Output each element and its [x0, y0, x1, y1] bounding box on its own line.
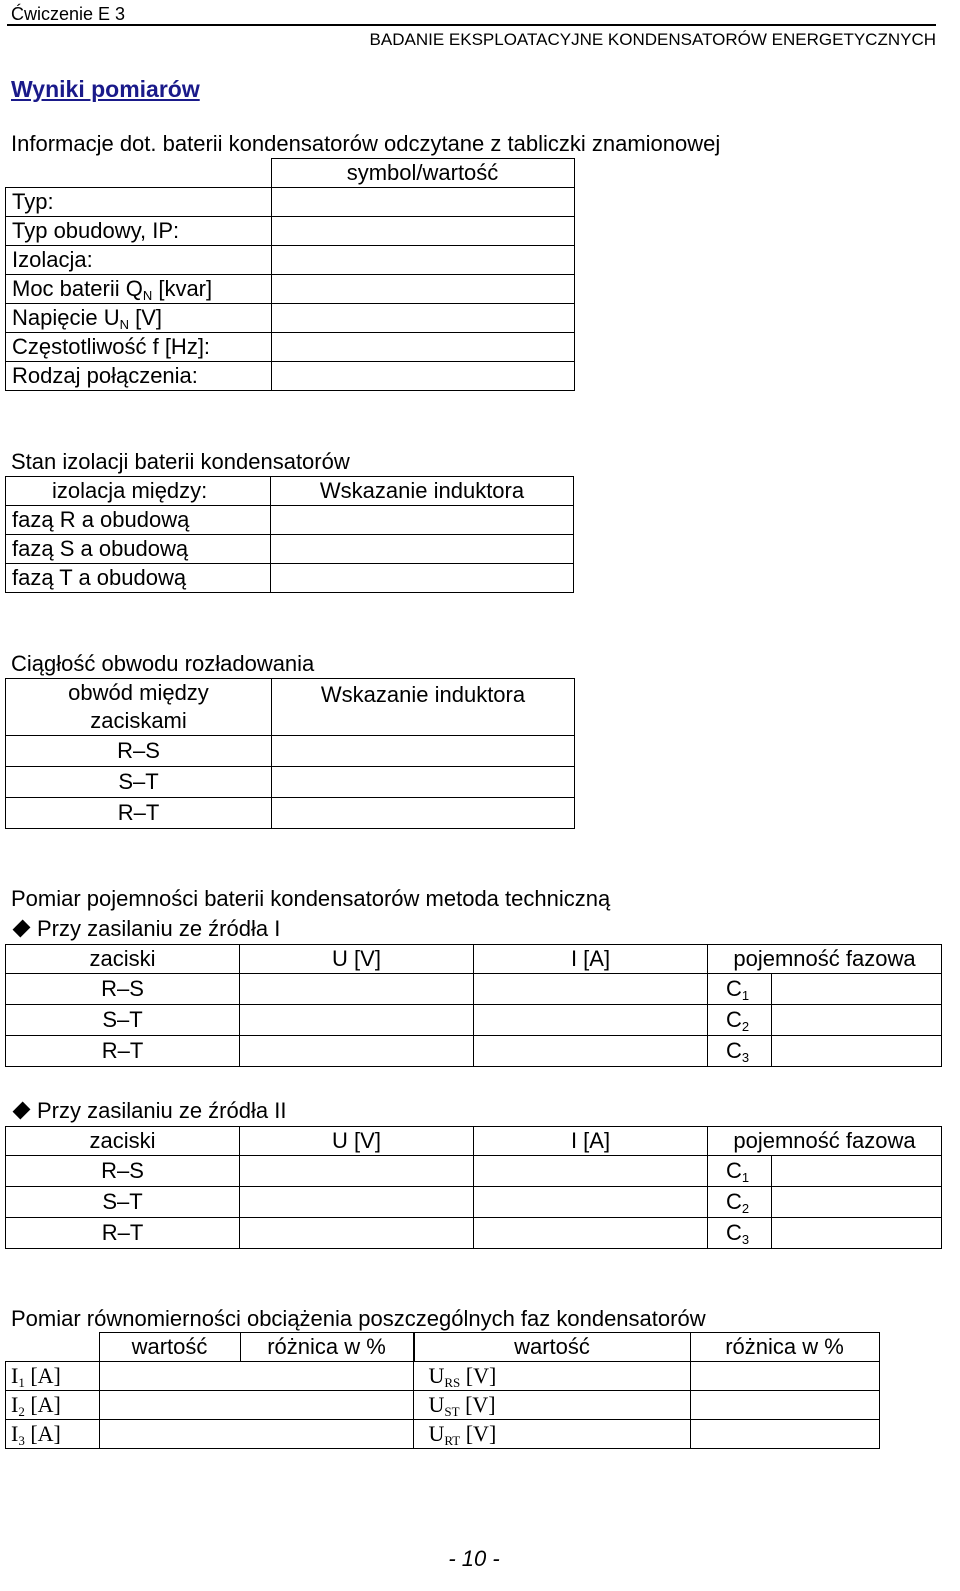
uniformity-title: Pomiar równomierności obciążenia poszczególnych faz kondensatorów [11, 1306, 706, 1331]
voltage-cell[interactable] [240, 1036, 474, 1067]
capacitance-table-source-1 [5, 944, 942, 1067]
terminals-cell: S–T [6, 1187, 240, 1218]
header-left-diff: różnica w % [240, 1333, 413, 1362]
header-right: BADANIE EKSPLOATACYJNE KONDENSATORÓW ENERGETYCZNYCH [369, 30, 936, 49]
current-cell[interactable] [474, 1036, 708, 1067]
cap-value-cell[interactable] [772, 1005, 942, 1036]
nameplate-intro: Informacje dot. baterii kondensatorów odczytane z tabliczki znamionowej [11, 131, 721, 156]
cap-symbol-cell: $C_1$ [708, 974, 772, 1005]
header-current: I [A] [474, 1127, 708, 1156]
nameplate-col-header: symbol/wartość [271, 159, 574, 188]
voltage-cell[interactable] [240, 1156, 474, 1187]
voltage-cell[interactable] [240, 1187, 474, 1218]
insulation-title: Stan izolacji baterii kondensatorów [11, 449, 350, 474]
discharge-value[interactable] [272, 798, 575, 829]
cap-value-cell[interactable] [772, 1187, 942, 1218]
current-cell[interactable] [474, 1156, 708, 1187]
header-right-diff: różnica w % [690, 1333, 879, 1362]
cap-value-cell[interactable] [772, 1036, 942, 1067]
header-capacitance: pojemność fazowa [708, 1127, 942, 1156]
voltage-label: $U_{ST}$ [V] [413, 1391, 690, 1420]
cap-value-cell[interactable] [772, 974, 942, 1005]
terminals-cell: R–T [6, 1218, 240, 1249]
discharge-col1-line2: zaciskami [90, 708, 187, 733]
diamond-bullet-icon [13, 920, 31, 938]
page-number: - 10 - [448, 1546, 500, 1571]
header-left: Ćwiczenie E 3 [11, 4, 126, 24]
cap-value-cell[interactable] [772, 1218, 942, 1249]
current-cell[interactable] [474, 974, 708, 1005]
discharge-title: Ciągłość obwodu rozładowania [11, 651, 315, 676]
discharge-col1-line1: obwód między [68, 680, 209, 705]
insulation-table [5, 476, 574, 593]
discharge-col2: Wskazanie induktora [272, 679, 575, 736]
voltage-cell[interactable] [240, 974, 474, 1005]
nameplate-label: Częstotliwość f [Hz]: [6, 333, 272, 362]
terminals-cell: R–S [6, 1156, 240, 1187]
uniformity-table [5, 1332, 880, 1449]
current-cell[interactable] [474, 1218, 708, 1249]
cap-symbol-cell: $C_2$ [708, 1005, 772, 1036]
nameplate-label: Izolacja: [6, 246, 272, 275]
current-value[interactable] [99, 1420, 413, 1449]
terminals-cell: S–T [6, 1005, 240, 1036]
discharge-row-label: R–T [6, 798, 272, 829]
header-voltage: U [V] [240, 945, 474, 974]
insulation-row-label: fazą R a obudową [6, 506, 271, 535]
cap-symbol-cell: $C_3$ [708, 1036, 772, 1067]
header-current: I [A] [474, 945, 708, 974]
voltage-value[interactable] [690, 1391, 879, 1420]
cap-value-cell[interactable] [772, 1156, 942, 1187]
insulation-col2: Wskazanie induktora [271, 477, 574, 506]
insulation-row-label: fazą S a obudową [6, 535, 271, 564]
nameplate-value[interactable] [271, 246, 574, 275]
discharge-row-label: R–S [6, 736, 272, 767]
terminals-cell: R–S [6, 974, 240, 1005]
nameplate-label: Moc baterii $Q_N$ [kvar] [6, 275, 272, 304]
terminals-cell: R–T [6, 1036, 240, 1067]
header-terminals: zaciski [6, 1127, 240, 1156]
discharge-row-label: S–T [6, 767, 272, 798]
voltage-value[interactable] [690, 1420, 879, 1449]
diamond-bullet-icon [13, 1102, 31, 1120]
header-voltage: U [V] [240, 1127, 474, 1156]
current-cell[interactable] [474, 1005, 708, 1036]
insulation-value[interactable] [271, 564, 574, 593]
header-rule [7, 24, 936, 26]
insulation-value[interactable] [271, 506, 574, 535]
capacitance-title: Pomiar pojemności baterii kondensatorów metoda techniczną [11, 886, 611, 911]
nameplate-label: Typ: [6, 188, 272, 217]
nameplate-value[interactable] [271, 217, 574, 246]
header-left-value: wartość [99, 1333, 240, 1362]
cap-symbol-cell: $C_1$ [708, 1156, 772, 1187]
current-label: $I_3$ [A] [6, 1420, 100, 1449]
voltage-cell[interactable] [240, 1005, 474, 1036]
insulation-row-label: fazą T a obudową [6, 564, 271, 593]
cap-symbol-cell: $C_3$ [708, 1218, 772, 1249]
nameplate-table [5, 158, 575, 391]
current-value[interactable] [99, 1362, 413, 1391]
cap-symbol-cell: $C_2$ [708, 1187, 772, 1218]
discharge-table [5, 678, 575, 829]
nameplate-value[interactable] [271, 333, 574, 362]
voltage-label: $U_{RT}$ [V] [413, 1420, 690, 1449]
nameplate-value[interactable] [271, 304, 574, 333]
insulation-col1: izolacja między: [6, 477, 271, 506]
section-label-source-2: Przy zasilaniu ze źródła II [11, 1100, 286, 1122]
discharge-value[interactable] [272, 767, 575, 798]
voltage-value[interactable] [690, 1362, 879, 1391]
current-label: $I_2$ [A] [6, 1391, 100, 1420]
nameplate-label: Typ obudowy, IP: [6, 217, 272, 246]
discharge-value[interactable] [272, 736, 575, 767]
header-terminals: zaciski [6, 945, 240, 974]
discharge-col1 [6, 679, 272, 736]
nameplate-value[interactable] [271, 362, 574, 391]
capacitance-table-source-2 [5, 1126, 942, 1249]
nameplate-value[interactable] [271, 275, 574, 304]
nameplate-label: Rodzaj połączenia: [6, 362, 272, 391]
voltage-cell[interactable] [240, 1218, 474, 1249]
header-capacitance: pojemność fazowa [708, 945, 942, 974]
header-right-value: wartość [414, 1333, 690, 1362]
current-cell[interactable] [474, 1187, 708, 1218]
current-value[interactable] [99, 1391, 413, 1420]
section-label-source-1: Przy zasilaniu ze źródła I [11, 918, 280, 940]
current-label: $I_1$ [A] [6, 1362, 100, 1391]
voltage-label: $U_{RS}$ [V] [413, 1362, 690, 1391]
nameplate-value[interactable] [271, 188, 574, 217]
insulation-value[interactable] [271, 535, 574, 564]
nameplate-label: Napięcie $U_N$ [V] [6, 304, 272, 333]
results-heading: Wyniki pomiarów [11, 76, 200, 102]
